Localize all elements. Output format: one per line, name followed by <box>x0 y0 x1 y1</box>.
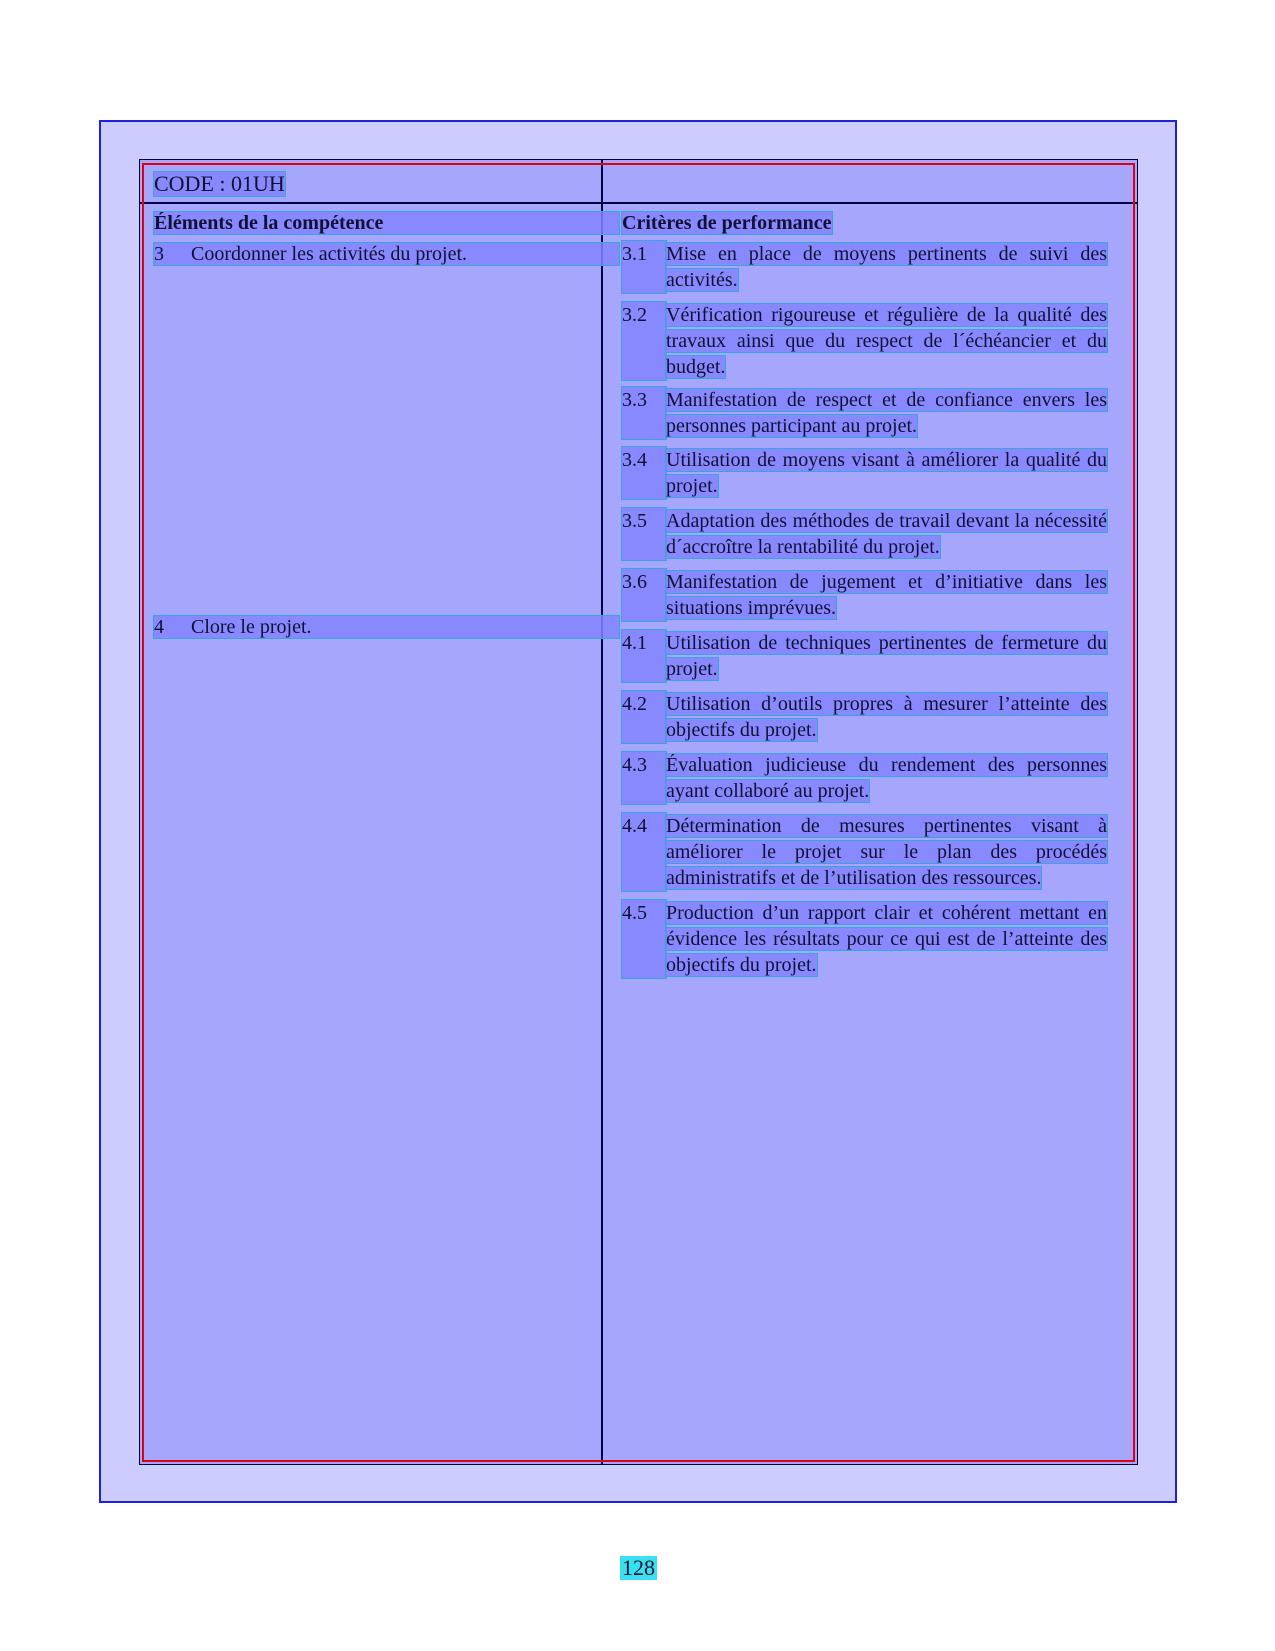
criterion-text: Vérification rigoureuse et régulière de la qualité des travaux ainsi que du respect de l´échéancier et du budget. <box>666 304 1107 378</box>
criterion-number: 4.2 <box>622 691 666 743</box>
criterion-text: Production d’un rapport clair et cohérent mettant en évidence les résultats pour ce qui est de l’atteinte des objectifs du projet. <box>666 902 1107 976</box>
criterion-item <box>622 691 1107 743</box>
criterion-item <box>622 302 1107 380</box>
criterion-item <box>622 752 1107 804</box>
element-text: Clore le projet. <box>191 616 312 638</box>
criterion-text: Mise en place de moyens pertinents de suivi des activités. <box>666 243 1107 291</box>
criterion-number: 3.6 <box>622 569 666 621</box>
criterion-item <box>622 387 1107 439</box>
criterion-number: 4.1 <box>622 630 666 682</box>
criterion-item <box>622 569 1107 621</box>
criterion-text: Utilisation de techniques pertinentes de fermeture du projet. <box>666 632 1107 680</box>
criterion-text: Utilisation de moyens visant à améliorer la qualité du projet. <box>666 449 1107 497</box>
criterion-number: 4.5 <box>622 900 666 978</box>
criterion-item <box>622 241 1107 293</box>
competence-code: CODE : 01UH <box>154 171 285 196</box>
criterion-item <box>622 630 1107 682</box>
criterion-number: 3.3 <box>622 387 666 439</box>
criterion-number: 3.5 <box>622 508 666 560</box>
criterion-text: Adaptation des méthodes de travail devant la nécessité d´accroître la rentabilité du projet. <box>666 510 1107 558</box>
elements-header: Éléments de la compétence <box>154 212 619 234</box>
criterion-text: Évaluation judicieuse du rendement des personnes ayant collaboré au projet. <box>666 754 1107 802</box>
criterion-text: Manifestation de respect et de confiance envers les personnes participant au projet. <box>666 389 1107 437</box>
criterion-text: Utilisation d’outils propres à mesurer l’atteinte des objectifs du projet. <box>666 693 1107 741</box>
element-number: 4 <box>154 616 164 638</box>
criterion-text: Manifestation de jugement et d’initiative dans les situations imprévues. <box>666 571 1107 619</box>
page-number: 128 <box>622 1555 655 1580</box>
criterion-text: Détermination de mesures pertinentes visant à améliorer le projet sur le plan des procédés administratifs et de l’utilisation des ressources. <box>666 815 1107 889</box>
column-divider <box>601 159 603 1465</box>
criterion-item <box>622 447 1107 499</box>
element-text: Coordonner les activités du projet. <box>191 243 468 265</box>
criterion-number: 4.4 <box>622 813 666 891</box>
criterion-item <box>622 900 1107 978</box>
criterion-item <box>622 813 1107 891</box>
element-item <box>154 616 619 638</box>
criterion-number: 3.2 <box>622 302 666 380</box>
criterion-item <box>622 508 1107 560</box>
criterion-number: 4.3 <box>622 752 666 804</box>
criteria-header: Critères de performance <box>622 212 832 234</box>
criterion-number: 3.1 <box>622 241 666 293</box>
criterion-number: 3.4 <box>622 447 666 499</box>
element-number: 3 <box>154 243 164 265</box>
code-row-divider <box>139 202 1138 204</box>
element-item <box>154 243 619 265</box>
